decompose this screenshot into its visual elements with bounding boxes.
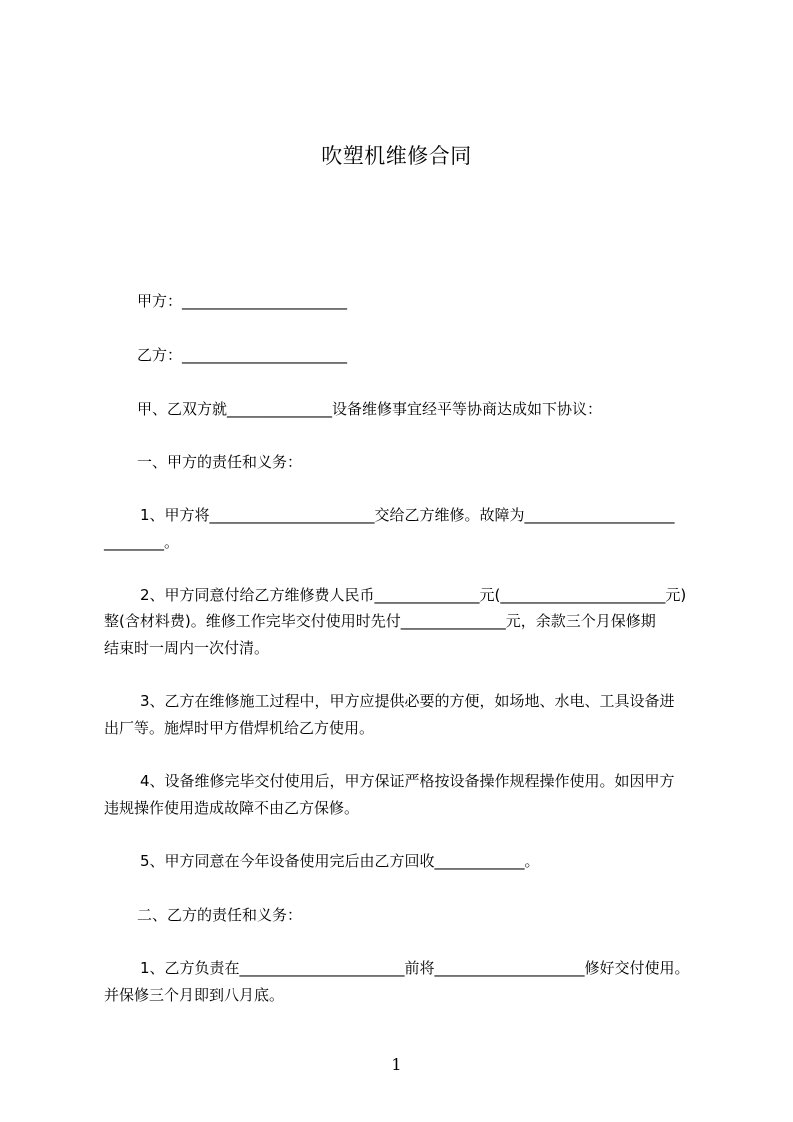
s1-item-2-line-1: 2、甲方同意付给乙方维修费人民币______________元(______________________元) <box>140 586 687 604</box>
s1-item-3-line-2: 出厂等。施焊时甲方借焊机给乙方使用。 <box>104 719 375 737</box>
section-2-heading: 二、乙方的责任和义务： <box>137 906 303 924</box>
s2-item-1-line-1: 1、乙方负责在______________________前将____________________修好交付使用。 <box>140 959 690 977</box>
s1-item-5: 5、甲方同意在今年设备使用完后由乙方回收____________。 <box>140 852 540 870</box>
party-b-line: 乙方：______________________ <box>137 346 348 364</box>
s1-item-2-line-3: 结束时一周内一次付清。 <box>104 639 270 657</box>
s2-item-1-line-2: 并保修三个月即到八月底。 <box>104 986 285 1004</box>
s1-item-2-line-2: 整(含材料费)。维修工作完毕交付使用时先付______________元，余款三个月保修期 <box>104 612 656 630</box>
s1-item-4-line-2: 违规操作使用造成故障不由乙方保修。 <box>104 799 360 817</box>
party-a-line: 甲方：______________________ <box>137 292 348 310</box>
s1-item-3-line-1: 3、乙方在维修施工过程中，甲方应提供必要的方便，如场地、水电、工具设备进 <box>140 692 675 710</box>
document-title: 吹塑机维修合同 <box>321 144 472 168</box>
s1-item-1-line-1: 1、甲方将______________________交给乙方维修。故障为____________________ <box>140 506 675 524</box>
intro-paragraph: 甲、乙双方就______________设备维修事宜经平等协商达成如下协议： <box>137 400 603 418</box>
section-1-heading: 一、甲方的责任和义务： <box>137 453 303 471</box>
s1-item-1-line-2: ________。 <box>104 533 180 551</box>
s1-item-4-line-1: 4、设备维修完毕交付使用后，甲方保证严格按设备操作规程操作使用。如因甲方 <box>140 772 675 790</box>
page-number: 1 <box>391 1055 402 1074</box>
